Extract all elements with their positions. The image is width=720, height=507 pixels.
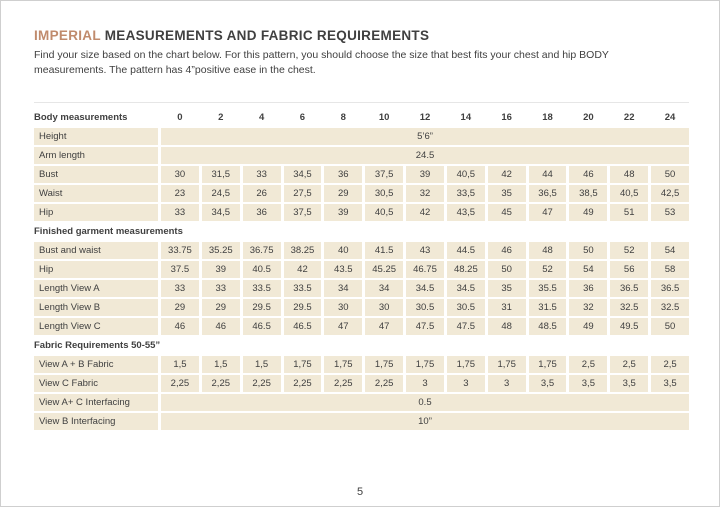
value-cell: 49 [569, 318, 607, 335]
size-column-header: 14 [460, 112, 472, 123]
value-cell: 36.5 [651, 280, 689, 297]
value-cell: 30 [365, 299, 403, 316]
value-cell: 47 [529, 204, 567, 221]
value-cell: 33 [202, 280, 240, 297]
table-row [34, 185, 689, 202]
value-cell: 45 [488, 204, 526, 221]
table-header-row [34, 110, 689, 125]
table-row [34, 128, 689, 145]
value-cell: 33 [243, 166, 281, 183]
row-label: Length View B [34, 299, 158, 316]
value-cell: 35.25 [202, 242, 240, 259]
size-column-header: 18 [542, 112, 553, 123]
row-label: View C Fabric [34, 375, 158, 392]
section-header-row [34, 337, 689, 354]
value-cell: 40 [324, 242, 362, 259]
row-label: Hip [34, 204, 158, 221]
value-cell: 51 [610, 204, 648, 221]
value-cell: 42 [488, 166, 526, 183]
value-cell: 40,5 [610, 185, 648, 202]
size-column-header: 20 [583, 112, 594, 123]
row-label: Length View C [34, 318, 158, 335]
value-cell: 41.5 [365, 242, 403, 259]
value-cell: 2,5 [610, 356, 648, 373]
row-label: Hip [34, 261, 158, 278]
value-cell: 1,5 [161, 356, 199, 373]
value-cell: 39 [406, 166, 444, 183]
value-cell: 3,5 [569, 375, 607, 392]
table-row [34, 147, 689, 164]
value-cell: 54 [569, 261, 607, 278]
value-cell: 36 [243, 204, 281, 221]
value-cell: 38.25 [284, 242, 322, 259]
size-column-header: 12 [419, 112, 431, 123]
value-cell: 45.25 [365, 261, 403, 278]
value-cell: 33 [161, 204, 199, 221]
page-content [1, 1, 719, 430]
row-label: Height [34, 128, 158, 145]
value-cell: 32 [569, 299, 607, 316]
value-cell: 30,5 [365, 185, 403, 202]
table-row [34, 280, 689, 297]
value-cell: 47 [324, 318, 362, 335]
size-column-header: 2 [218, 112, 224, 123]
value-cell: 48 [488, 318, 526, 335]
value-cell: 29.5 [243, 299, 281, 316]
value-cell: 36 [569, 280, 607, 297]
row-label: View B Interfacing [34, 413, 158, 430]
value-cell: 50 [488, 261, 526, 278]
value-cell: 42 [406, 204, 444, 221]
value-cell: 3 [488, 375, 526, 392]
value-cell: 3 [447, 375, 485, 392]
value-cell: 58 [651, 261, 689, 278]
value-cell: 34,5 [284, 166, 322, 183]
size-column-header: 8 [340, 112, 346, 123]
value-cell: 24,5 [202, 185, 240, 202]
value-cell: 37,5 [365, 166, 403, 183]
value-cell: 1,5 [243, 356, 281, 373]
row-label: View A + B Fabric [34, 356, 158, 373]
intro-line-2: measurements. The pattern has 4”positive ease in the chest. [34, 64, 316, 76]
value-cell: 27,5 [284, 185, 322, 202]
value-cell: 3,5 [610, 375, 648, 392]
value-cell: 33 [161, 280, 199, 297]
size-column-header: 24 [664, 112, 676, 123]
value-cell: 2,25 [324, 375, 362, 392]
value-cell: 33.5 [284, 280, 322, 297]
value-cell: 49.5 [610, 318, 648, 335]
value-cell: 32 [406, 185, 444, 202]
value-cell: 31.5 [529, 299, 567, 316]
value-cell: 3,5 [529, 375, 567, 392]
value-cell: 1,75 [406, 356, 444, 373]
value-cell: 1,75 [365, 356, 403, 373]
value-cell: 40,5 [447, 166, 485, 183]
value-cell: 43.5 [324, 261, 362, 278]
measurements-table [34, 102, 689, 430]
spanning-value-cell: 10” [161, 413, 689, 430]
value-cell: 36.75 [243, 242, 281, 259]
value-cell: 3 [406, 375, 444, 392]
row-label: Bust [34, 166, 158, 183]
table-row [34, 318, 689, 335]
value-cell: 33,5 [447, 185, 485, 202]
value-cell: 29.5 [284, 299, 322, 316]
value-cell: 2,25 [243, 375, 281, 392]
value-cell: 2,5 [651, 356, 689, 373]
section-header-row [34, 223, 689, 240]
value-cell: 34.5 [406, 280, 444, 297]
table-row [34, 261, 689, 278]
value-cell: 37,5 [284, 204, 322, 221]
value-cell: 48.5 [529, 318, 567, 335]
table-row [34, 394, 689, 411]
value-cell: 40.5 [243, 261, 281, 278]
size-column-header: 16 [501, 112, 512, 123]
value-cell: 43 [406, 242, 444, 259]
value-cell: 38,5 [569, 185, 607, 202]
value-cell: 42,5 [651, 185, 689, 202]
value-cell: 36,5 [529, 185, 567, 202]
row-label: Bust and waist [34, 242, 158, 259]
row-label: Length View A [34, 280, 158, 297]
value-cell: 34 [324, 280, 362, 297]
value-cell: 33.5 [243, 280, 281, 297]
value-cell: 44.5 [447, 242, 485, 259]
value-cell: 39 [324, 204, 362, 221]
table-row [34, 242, 689, 259]
value-cell: 48.25 [447, 261, 485, 278]
value-cell: 29 [324, 185, 362, 202]
intro-line-1: Find your size based on the chart below. For this pattern, you should choose the size that best fits your chest and hip BODY [34, 49, 609, 61]
value-cell: 1,75 [529, 356, 567, 373]
size-column-header: 4 [258, 112, 265, 123]
value-cell: 35 [488, 280, 526, 297]
page-number: 5 [356, 486, 364, 498]
row-label: Arm length [34, 147, 158, 164]
value-cell: 50 [569, 242, 607, 259]
table-row [34, 356, 689, 373]
value-cell: 3,5 [651, 375, 689, 392]
value-cell: 2,25 [284, 375, 322, 392]
value-cell: 32.5 [651, 299, 689, 316]
value-cell: 52 [529, 261, 567, 278]
table-header-label: Body measurements [34, 112, 128, 123]
value-cell: 34.5 [447, 280, 485, 297]
value-cell: 1,75 [324, 356, 362, 373]
value-cell: 50 [651, 166, 689, 183]
spanning-value-cell: 0.5 [161, 394, 689, 411]
value-cell: 37.5 [161, 261, 199, 278]
value-cell: 2,5 [569, 356, 607, 373]
value-cell: 31,5 [202, 166, 240, 183]
value-cell: 40,5 [365, 204, 403, 221]
size-column-header: 10 [378, 112, 390, 123]
value-cell: 46 [569, 166, 607, 183]
value-cell: 26 [243, 185, 281, 202]
value-cell: 42 [284, 261, 322, 278]
value-cell: 2,25 [365, 375, 403, 392]
value-cell: 35.5 [529, 280, 567, 297]
value-cell: 34,5 [202, 204, 240, 221]
value-cell: 44 [529, 166, 567, 183]
value-cell: 48 [610, 166, 648, 183]
value-cell: 43,5 [447, 204, 485, 221]
value-cell: 30.5 [447, 299, 485, 316]
page-title-rest: MEASUREMENTS AND FABRIC REQUIREMENTS [100, 28, 430, 43]
value-cell: 46.5 [243, 318, 281, 335]
table-row [34, 413, 689, 430]
value-cell: 46 [488, 242, 526, 259]
value-cell: 50 [651, 318, 689, 335]
spanning-value-cell: 24.5 [161, 147, 689, 164]
value-cell: 46.75 [406, 261, 444, 278]
size-column-header: 6 [299, 112, 306, 123]
size-column-header: 0 [177, 112, 183, 123]
value-cell: 49 [569, 204, 607, 221]
table-row [34, 375, 689, 392]
value-cell: 47.5 [406, 318, 444, 335]
value-cell: 30 [161, 166, 199, 183]
value-cell: 46 [161, 318, 199, 335]
spanning-value-cell: 5’6” [161, 128, 689, 145]
table-row [34, 299, 689, 316]
section-header-label: Finished garment measurements [34, 226, 183, 237]
value-cell: 29 [202, 299, 240, 316]
table-row [34, 166, 689, 183]
value-cell: 23 [161, 185, 199, 202]
size-column-header: 22 [623, 112, 635, 123]
intro-text [34, 48, 689, 78]
value-cell: 1,5 [202, 356, 240, 373]
value-cell: 53 [651, 204, 689, 221]
value-cell: 36.5 [610, 280, 648, 297]
value-cell: 47 [365, 318, 403, 335]
value-cell: 48 [529, 242, 567, 259]
value-cell: 39 [202, 261, 240, 278]
value-cell: 2,25 [161, 375, 199, 392]
value-cell: 54 [651, 242, 689, 259]
value-cell: 32.5 [610, 299, 648, 316]
page-title [34, 28, 689, 43]
value-cell: 33.75 [161, 242, 199, 259]
value-cell: 46.5 [284, 318, 322, 335]
value-cell: 34 [365, 280, 403, 297]
section-header-label: Fabric Requirements 50-55” [34, 340, 161, 351]
value-cell: 1,75 [447, 356, 485, 373]
value-cell: 36 [324, 166, 362, 183]
value-cell: 1,75 [488, 356, 526, 373]
value-cell: 2,25 [202, 375, 240, 392]
table-row [34, 204, 689, 221]
page-title-accent: IMPERIAL [34, 28, 101, 43]
row-label: Waist [34, 185, 158, 202]
value-cell: 30 [324, 299, 362, 316]
row-label: View A+ C Interfacing [34, 394, 158, 411]
value-cell: 46 [202, 318, 240, 335]
value-cell: 47.5 [447, 318, 485, 335]
value-cell: 52 [610, 242, 648, 259]
value-cell: 30.5 [406, 299, 444, 316]
value-cell: 29 [161, 299, 199, 316]
value-cell: 1,75 [284, 356, 322, 373]
value-cell: 31 [488, 299, 526, 316]
value-cell: 56 [610, 261, 648, 278]
value-cell: 35 [488, 185, 526, 202]
